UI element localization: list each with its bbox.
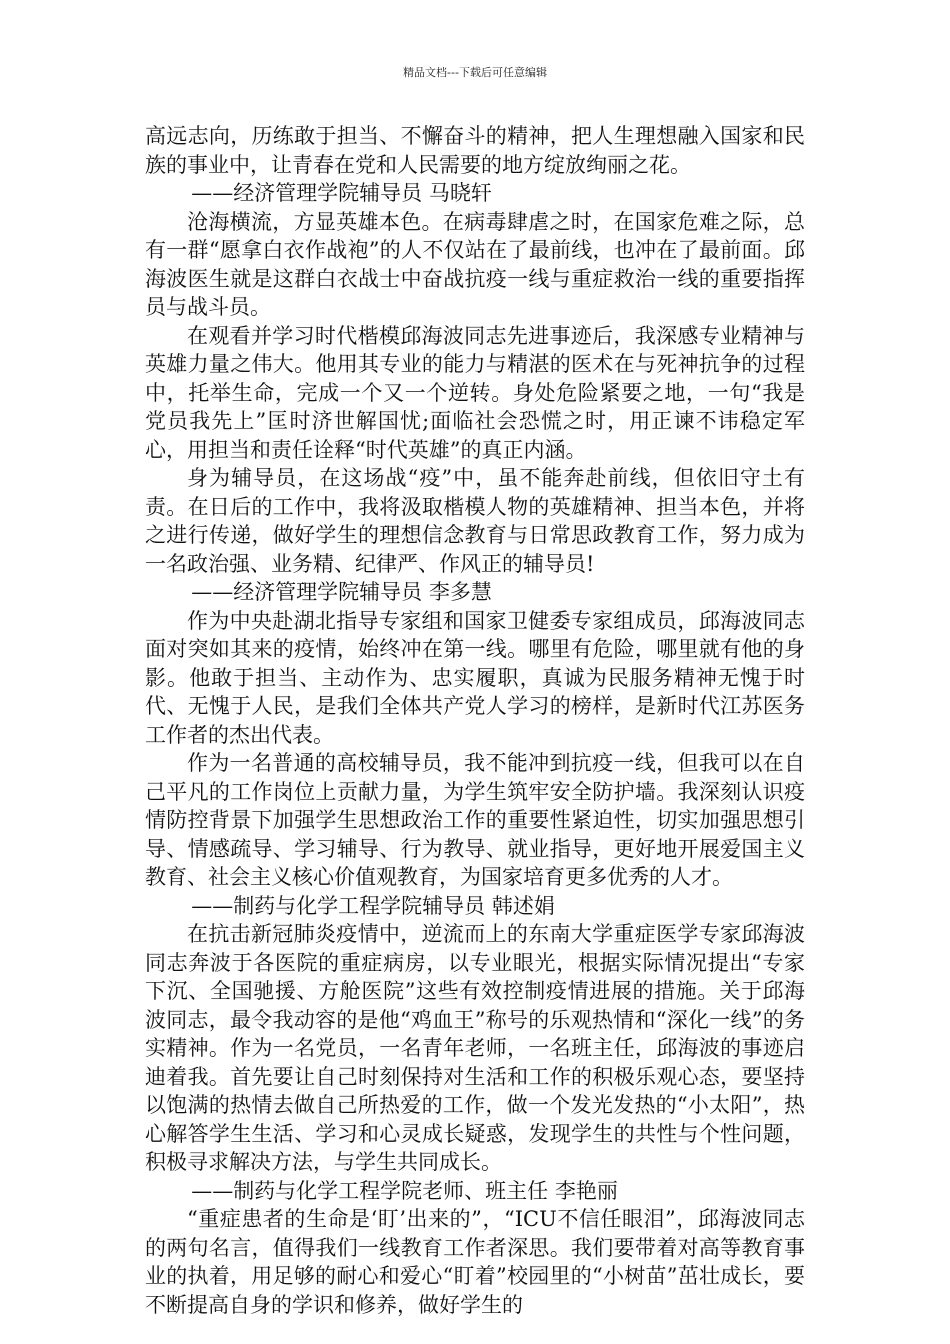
paragraph-8: “重症患者的生命是‘盯’出来的”，“ICU不信任眼泪”，邱海波同志的两句名言，值得我们一线教育工作者深思。我们要带着对高等教育事业的执着，用足够的耐心和爱心“盯着”校园里的“小树苗”茁壮成长，要不断提高自身的学识和修养，做好学生的 — [145, 1207, 805, 1317]
paragraph-4: 身为辅导员，在这场战“疫”中，虽不能奔赴前线，但依旧守土有责。在日后的工作中，我将汲取楷模人物的英雄精神、担当本色，并将之进行传递，做好学生的理想信念教育与日常思政教育工作，努力成为一名政治强、业务精、纪律严、作风正的辅导员! — [145, 466, 805, 576]
page-header: 精品文档---下载后可任意编辑 — [403, 66, 547, 79]
signature-4: ——制药与化学工程学院老师、班主任 李艳丽 — [191, 1178, 618, 1203]
signature-3: ——制药与化学工程学院辅导员 韩述娟 — [191, 893, 555, 918]
paragraph-1: 高远志向，历练敢于担当、不懈奋斗的精神，把人生理想融入国家和民族的事业中，让青春在党和人民需要的地方绽放绚丽之花。 — [145, 124, 805, 177]
signature-1: ——经济管理学院辅导员 马晓轩 — [191, 181, 492, 205]
paragraph-7: 在抗击新冠肺炎疫情中，逆流而上的东南大学重症医学专家邱海波同志奔波于各医院的重症病房，以专业眼光，根据实际情况提出“专家下沉、全国驰援、方舱医院”这些有效控制疫情进展的措施。关于邱海波同志，最令我动容的是他“鸡血王”称号的乐观热情和“深化一线”的务实精神。作为一名党员，一名青年老师，一名班主任，邱海波的事迹启迪着我。首先要让自己时刻保持对生活和工作的积极乐观心态，要坚持以饱满的热情去做自己所热爱的工作，做一个发光发热的“小太阳”，热心解答学生生活、学习和心灵成长疑惑，发现学生的共性与个性问题，积极寻求解决方法，与学生共同成长。 — [145, 922, 805, 1174]
paragraph-2: 沧海横流，方显英雄本色。在病毒肆虐之时，在国家危难之际，总有一群“愿拿白衣作战袍”的人不仅站在了最前线，也冲在了最前面。邱海波医生就是这群白衣战士中奋战抗疫一线与重症救治一线的重要指挥员与战斗员。 — [145, 209, 805, 319]
signature-2: ——经济管理学院辅导员 李多慧 — [191, 580, 492, 604]
paragraph-6: 作为一名普通的高校辅导员，我不能冲到抗疫一线，但我可以在自己平凡的工作岗位上贡献力量，为学生筑牢安全防护墙。我深刻认识疫情防控背景下加强学生思想政治工作的重要性紧迫性，切实加强思想引导、情感疏导、学习辅导、行为教导、就业指导，更好地开展爱国主义教育、社会主义核心价值观教育，为国家培育更多优秀的人才。 — [145, 751, 805, 889]
document-body — [145, 122, 805, 1319]
paragraph-3: 在观看并学习时代楷模邱海波同志先进事迹后，我深感专业精神与英雄力量之伟大。他用其专业的能力与精湛的医术在与死神抗争的过程中，托举生命，完成一个又一个逆转。身处危险紧要之地，一句“我是党员我先上”匡时济世解国忧;面临社会恐慌之时，用正谏不讳稳定军心，用担当和责任诠释“时代英雄”的真正内涵。 — [145, 323, 805, 462]
paragraph-5: 作为中央赴湖北指导专家组和国家卫健委专家组成员，邱海波同志面对突如其来的疫情，始终冲在第一线。哪里有危险，哪里就有他的身影。他敢于担当、主动作为、忠实履职，真诚为民服务精神无愧于时代、无愧于人民，是我们全体共产党人学习的榜样，是新时代江苏医务工作者的杰出代表。 — [145, 608, 805, 747]
